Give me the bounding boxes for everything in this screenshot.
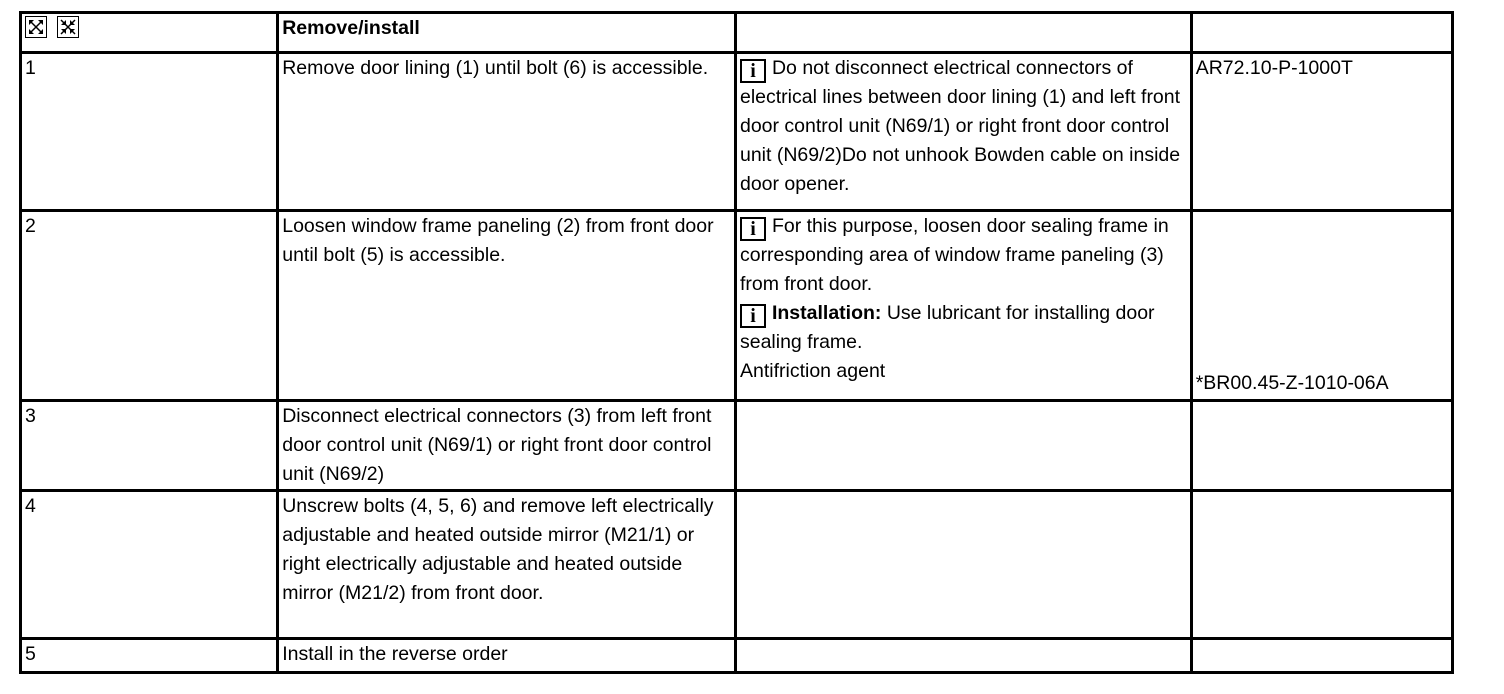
table-row — [21, 639, 1453, 673]
step-reference — [1191, 211, 1452, 401]
info-icon: i — [740, 304, 766, 328]
step-reference — [1191, 491, 1452, 639]
reference-link[interactable]: *BR00.45-Z-1010-06A — [1195, 372, 1389, 394]
step-note — [735, 53, 1191, 211]
note-text: Do not disconnect electrical connectors of electrical lines between door lining (1) and left front door control unit (N69/1) or right front door control unit (N69/2)Do not unhook Bowden cable on inside door opener. — [739, 57, 1181, 195]
step-number: 1 — [21, 53, 278, 211]
step-action: Remove door lining (1) until bolt (6) is accessible. — [278, 53, 736, 211]
note-text: Use lubricant for installing door sealing frame. — [739, 302, 1155, 353]
table-header-row — [21, 13, 1453, 53]
step-number: 2 — [21, 211, 278, 401]
info-icon: i — [740, 59, 766, 83]
step-reference[interactable]: AR72.10-P-1000T — [1191, 53, 1452, 211]
step-note — [735, 401, 1191, 491]
collapse-icon[interactable] — [57, 16, 79, 38]
installation-label: Installation: — [771, 302, 882, 324]
step-note — [735, 491, 1191, 639]
step-note — [735, 639, 1191, 673]
table-row — [21, 491, 1453, 639]
procedure-table — [19, 11, 1454, 674]
header-icons-cell — [21, 13, 278, 53]
header-title: Remove/install — [278, 13, 736, 53]
header-note-cell — [735, 13, 1191, 53]
info-icon: i — [740, 217, 766, 241]
step-number: 3 — [21, 401, 278, 491]
table-row — [21, 401, 1453, 491]
step-reference — [1191, 639, 1452, 673]
step-action: Disconnect electrical connectors (3) from left front door control unit (N69/1) or right front door control unit (N69/2) — [278, 401, 736, 491]
note-text: For this purpose, loosen door sealing frame in corresponding area of window frame paneling (3) from front door. — [739, 215, 1169, 295]
step-action: Unscrew bolts (4, 5, 6) and remove left electrically adjustable and heated outside mirror (M21/1) or right electrically adjustable and heated outside mirror (M21/2) from front door. — [278, 491, 736, 639]
antifriction-agent: Antifriction agent — [739, 360, 886, 382]
step-reference — [1191, 401, 1452, 491]
expand-icon[interactable] — [25, 16, 47, 38]
step-number: 4 — [21, 491, 278, 639]
step-number: 5 — [21, 639, 278, 673]
table-row — [21, 53, 1453, 211]
header-ref-cell — [1191, 13, 1452, 53]
table-row — [21, 211, 1453, 401]
step-action: Install in the reverse order — [278, 639, 736, 673]
step-note — [735, 211, 1191, 401]
step-action: Loosen window frame paneling (2) from front door until bolt (5) is accessible. — [278, 211, 736, 401]
